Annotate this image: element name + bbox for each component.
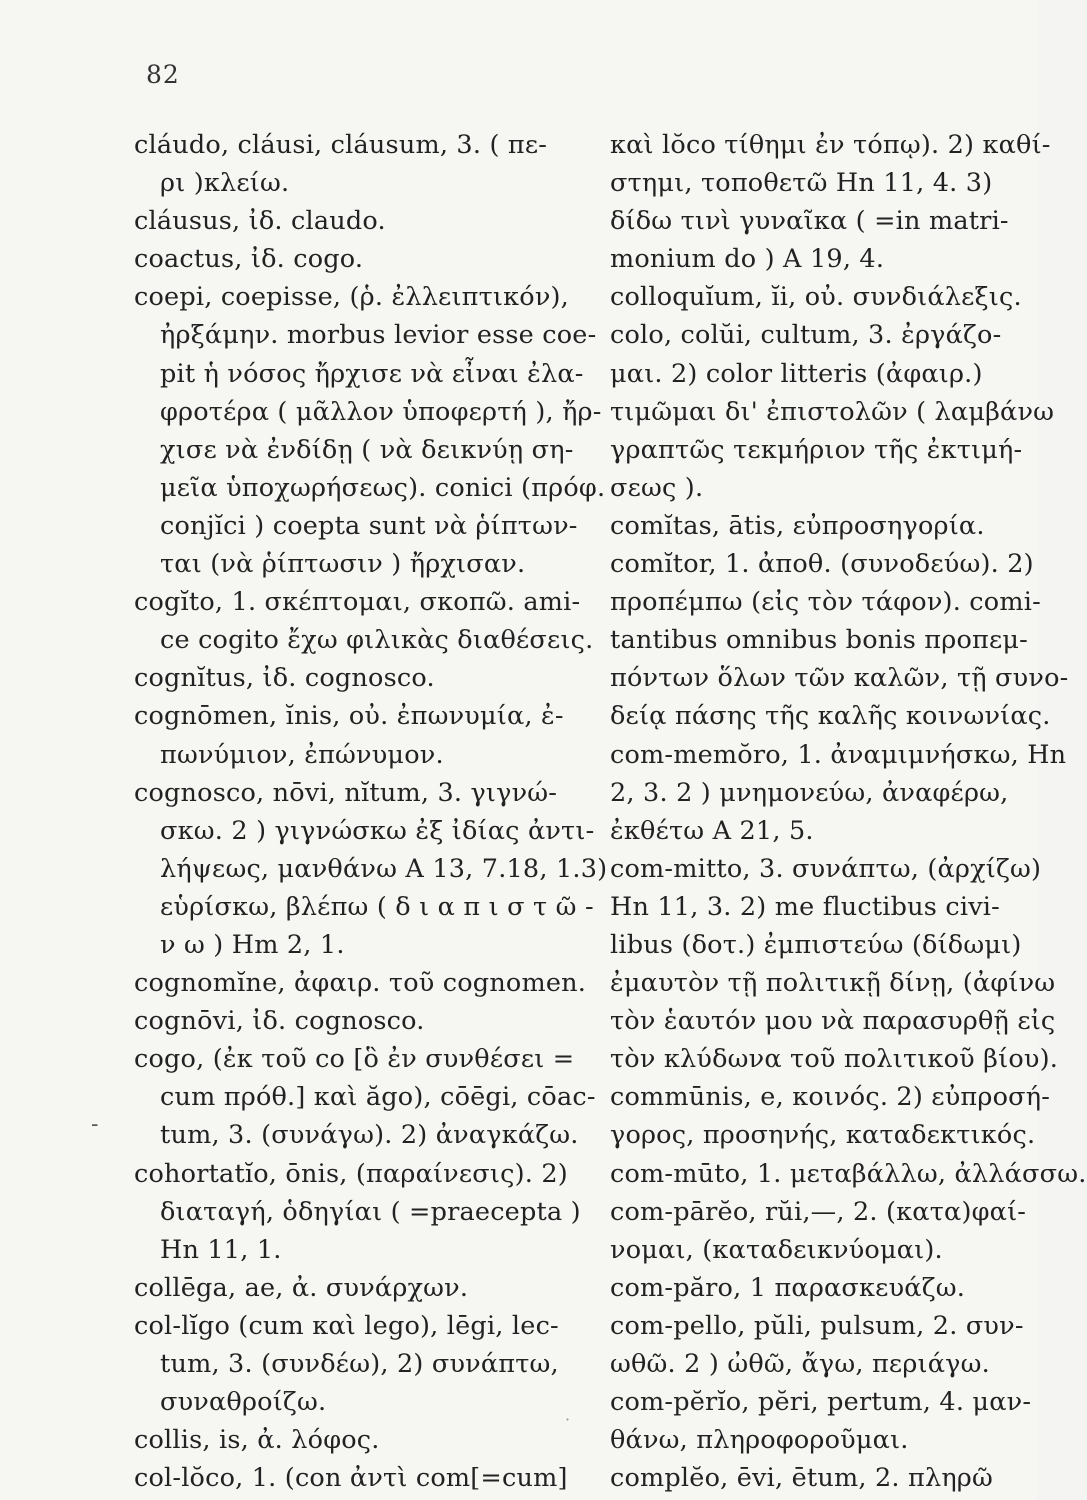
entry-line: δίδω τινὶ γυναῖκα ( =in matri- [610, 206, 1009, 237]
entry-line: collēga, ae, ἀ. συνάρχων. [134, 1272, 469, 1303]
entry-line: cláudo, cláusi, cláusum, 3. ( πε- [134, 130, 548, 160]
margin-mark: - [91, 1112, 99, 1137]
entry-line: com-pārĕo, rŭi,—, 2. (κατα)φαί- [610, 1196, 1027, 1227]
entry-continuation-line: διαταγή, ὁδηγίαι ( =praecepta ) [160, 1196, 581, 1227]
entry-line: Hn 11, 3. 2) me fluctibus civi- [610, 891, 1000, 922]
entry-line: cohortatĭo, ōnis, (παραίνεσις). 2) [134, 1158, 568, 1189]
entry-line: com-mūto, 1. μεταβάλλω, ἀλλάσσω. [610, 1158, 1087, 1189]
entry-continuation-line: σκω. 2 ) γιγνώσκω ἐξ ἰδίας ἀντι- [160, 815, 595, 846]
entry-continuation-line: πωνύμιον, ἐπώνυμον. [160, 739, 444, 770]
entry-line: καὶ lŏco τίθημι ἐν τόπῳ). 2) καθί- [610, 130, 1051, 160]
page-number: 82 [146, 60, 180, 89]
entry-line: monium do ) A 19, 4. [610, 244, 885, 275]
entry-line: complĕo, ēvi, ētum, 2. πληρῶ [610, 1463, 993, 1494]
entry-continuation-line: tum, 3. (συνάγω). 2) ἀναγκάζω. [160, 1120, 579, 1151]
dot-mark: · [565, 1410, 571, 1429]
entry-continuation-line: συναθροίζω. [160, 1387, 327, 1418]
entry-line: τὸν ἑαυτόν μου νὰ παρασυρθῇ εἰς [610, 1006, 1056, 1037]
entry-continuation-line: tum, 3. (συνδέω), 2) συνάπτω, [160, 1349, 559, 1379]
entry-continuation-line: ρι )κλείω. [160, 168, 290, 199]
entry-line: cogo, (ἐκ τοῦ co [ὃ ἐν συνθέσει = [134, 1044, 575, 1075]
entry-line: collis, is, ἀ. λόφος. [134, 1425, 380, 1456]
entry-continuation-line: conjĭci ) coepta sunt νὰ ῥίπτων- [160, 510, 578, 541]
entry-line: col-lĭgo (cum καὶ lego), lēgi, lec- [134, 1310, 559, 1341]
entry-line: colo, colŭi, cultum, 3. ἐργάζο- [610, 320, 1002, 351]
entry-line: γραπτῶς τεκμήριον τῆς ἐκτιμή- [610, 434, 1023, 465]
entry-line: ἐμαυτὸν τῇ πολιτικῇ δίνῃ, (ἀφίνω [610, 968, 1056, 999]
left-column [134, 126, 608, 1497]
entry-line: τιμῶμαι δι' ἐπιστολῶν ( λαμβάνω [610, 396, 1055, 427]
entry-line: com-mitto, 3. συνάπτω, (ἀρχίζω) [610, 853, 1042, 884]
entry-continuation-line: μεῖα ὑποχωρήσεως). conici (πρόφ. [160, 472, 606, 503]
entry-line: cogĭto, 1. σκέπτομαι, σκοπῶ. ami- [134, 587, 581, 618]
entry-line: commūnis, e, κοινός. 2) εὐπροσή- [610, 1082, 1051, 1113]
entry-continuation-line: εὑρίσκω, βλέπω ( δ ι α π ι σ τ ῶ - [160, 891, 594, 922]
entry-line: cognomĭne, ἀφαιρ. τοῦ cognomen. [134, 968, 587, 999]
entry-continuation-line: cum πρόθ.] καὶ ăgo), cōēgi, cōac- [160, 1082, 596, 1113]
entry-line: com-păro, 1 παρασκευάζω. [610, 1272, 966, 1303]
entry-line: libus (δοτ.) ἐμπιστεύω (δίδωμι) [610, 929, 1022, 960]
entry-line: col-lŏco, 1. (con ἀντὶ com[=cum] [134, 1463, 568, 1494]
entry-line: προπέμπω (εἰς τὸν τάφον). comi- [610, 587, 1041, 618]
entry-line: coepi, coepisse, (ῥ. ἐλλειπτικόν), [134, 282, 569, 313]
entry-continuation-line: Hn 11, 1. [160, 1234, 282, 1265]
entry-line: τὸν κλύδωνα τοῦ πολιτικοῦ βίου). [610, 1044, 1059, 1075]
entry-continuation-line: φροτέρα ( μᾶλλον ὑποφερτή ), ἤρ- [160, 396, 602, 427]
entry-line: com-pello, pŭli, pulsum, 2. συν- [610, 1310, 1024, 1341]
entry-line: ἐκθέτω A 21, 5. [610, 815, 814, 846]
entry-line: cláusus, ἰδ. claudo. [134, 206, 386, 237]
entry-line: cognōvi, ἰδ. cognosco. [134, 1006, 425, 1037]
entry-line: πόντων ὅλων τῶν καλῶν, τῇ συνο- [610, 663, 1069, 694]
entry-line: δείᾳ πάσης τῆς καλῆς κοινωνίας. [610, 701, 1051, 732]
entry-continuation-line: ce cogito ἔχω φιλικὰς διαθέσεις. [160, 625, 594, 656]
right-column [610, 126, 1087, 1497]
entry-line: comĭtor, 1. ἀποθ. (συνοδεύω). 2) [610, 549, 1034, 580]
entry-line: ωθῶ. 2 ) ὠθῶ, ἄγω, περιάγω. [610, 1349, 990, 1379]
entry-line: στημι, τοποθετῶ Hn 11, 4. 3) [610, 168, 993, 199]
entry-continuation-line: ἠρξάμην. morbus levior esse coe- [160, 320, 597, 351]
entry-line: 2, 3. 2 ) μνημονεύω, ἀναφέρω, [610, 777, 1009, 808]
entry-line: com-pĕrĭo, pĕri, pertum, 4. μαν- [610, 1387, 1032, 1418]
entry-continuation-line: ν ω ) Hm 2, 1. [160, 929, 345, 960]
entry-line: μαι. 2) color litteris (ἀφαιρ.) [610, 358, 983, 389]
entry-line: θάνω, πληροφοροῦμαι. [610, 1425, 909, 1456]
entry-continuation-line: ται (νὰ ῥίπτωσιν ) ἤρχισαν. [160, 549, 526, 580]
entry-line: νομαι, (καταδεικνύομαι). [610, 1234, 943, 1265]
entry-line: γορος, προσηνής, καταδεκτικός. [610, 1120, 1036, 1151]
entry-line: coactus, ἰδ. cogo. [134, 244, 364, 275]
entry-line: comĭtas, ātis, εὐπροσηγορία. [610, 510, 985, 541]
entry-line: com-memŏro, 1. ἀναμιμνήσκω, Hn [610, 739, 1067, 770]
entry-continuation-line: χισε νὰ ἐνδίδῃ ( νὰ δεικνύῃ ση- [160, 434, 574, 465]
entry-line: σεως ). [610, 472, 704, 503]
entry-continuation-line: pit ἡ νόσος ἤρχισε νὰ εἶναι ἐλα- [160, 358, 584, 389]
entry-line: cognosco, nōvi, nĭtum, 3. γιγνώ- [134, 777, 558, 808]
entry-line: tantibus omnibus bonis προπεμ- [610, 625, 1028, 656]
entry-continuation-line: λήψεως, μανθάνω A 13, 7.18, 1.3) [160, 853, 608, 884]
entry-line: cognōmen, ĭnis, οὐ. ἐπωνυμία, ἐ- [134, 701, 564, 732]
entry-line: colloquĭum, ĭi, οὐ. συνδιάλεξις. [610, 282, 1022, 313]
entry-line: cognĭtus, ἰδ. cognosco. [134, 663, 435, 694]
